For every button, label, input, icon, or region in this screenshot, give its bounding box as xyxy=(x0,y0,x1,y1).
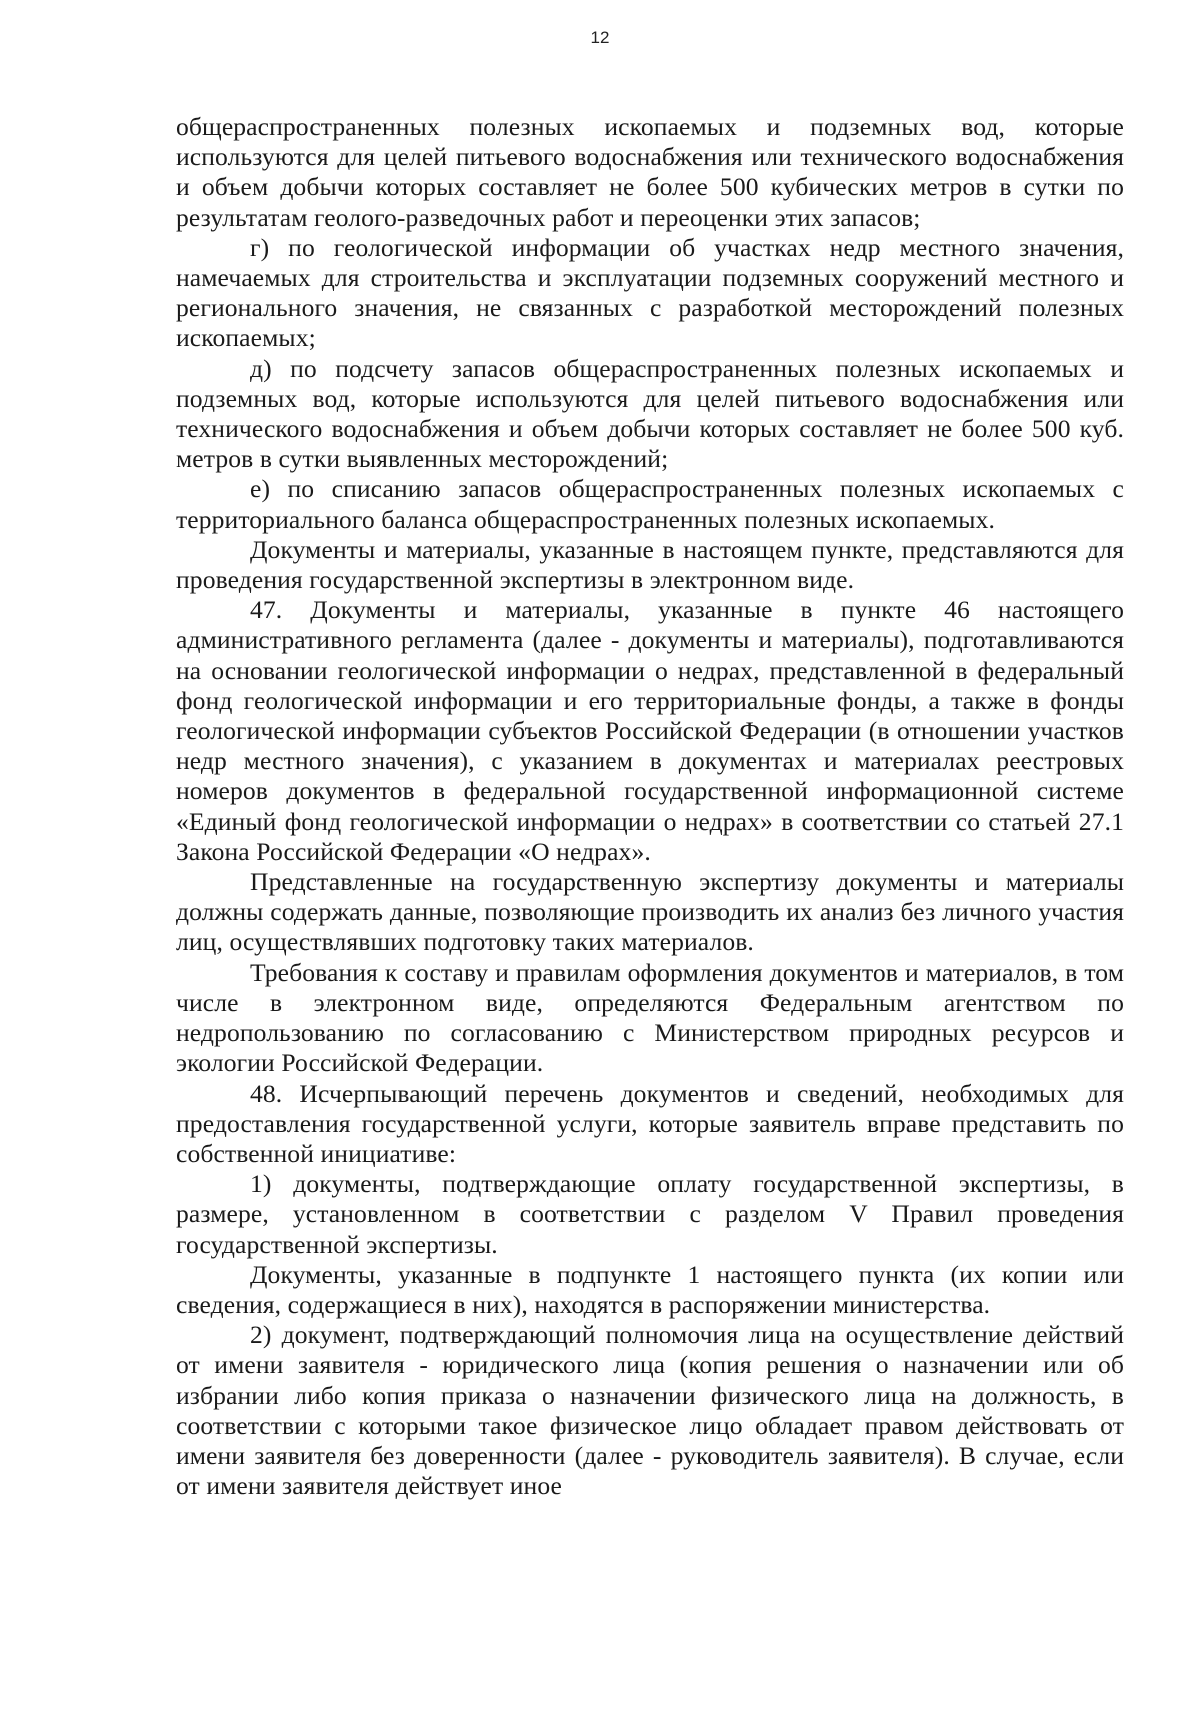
paragraph-item-g: г) по геологической информации об участках недр местного значения, намечаемых для строительства и эксплуатации подземных сооружений местного и регионального значения, не связанных с разработкой месторождений полезных ископаемых; xyxy=(176,232,1124,353)
document-body xyxy=(176,112,1124,1501)
paragraph-48: 48. Исчерпывающий перечень документов и сведений, необходимых для предоставления государственной услуги, которые заявитель вправе представить по собственной инициативе: xyxy=(176,1078,1124,1168)
paragraph-item-d: д) по подсчету запасов общераспространенных полезных ископаемых и подземных вод, которые используются для целей питьевого водоснабжения или технического водоснабжения и объем добычи которых составляет не более 500 куб. метров в сутки выявленных месторождений; xyxy=(176,353,1124,474)
paragraph-48-item-1-note: Документы, указанные в подпункте 1 настоящего пункта (их копии или сведения, содержащиеся в них), находятся в распоряжении министерства. xyxy=(176,1259,1124,1319)
paragraph-48-item-2: 2) документ, подтверждающий полномочия лица на осуществление действий от имени заявителя - юридического лица (копия решения о назначении или об избрании либо копия приказа о назначении физического лица на должность, в соответствии с которыми такое физическое лицо обладает правом действовать от имени заявителя без доверенности (далее - руководитель заявителя). В случае, если от имени заявителя действует иное xyxy=(176,1320,1124,1501)
paragraph-47: 47. Документы и материалы, указанные в пункте 46 настоящего административного регламента (далее - документы и материалы), подготавливаются на основании геологической информации о недрах, представленной в федеральный фонд геологической информации и его территориальные фонды, а также в фонды геологической информации субъектов Российской Федерации (в отношении участков недр местного значения), с указанием в документах и материалах реестровых номеров документов в федеральной государственной информационной системе «Единый фонд геологической информации о недрах» в соответствии со статьей 27.1 Закона Российской Федерации «О недрах». xyxy=(176,595,1124,866)
paragraph-continuation: общераспространенных полезных ископаемых и подземных вод, которые используются для целей питьевого водоснабжения или технического водоснабжения и объем добычи которых составляет не более 500 кубических метров в сутки по результатам геолого-разведочных работ и переоценки этих запасов; xyxy=(176,112,1124,232)
paragraph-48-item-1: 1) документы, подтверждающие оплату государственной экспертизы, в размере, установленном в соответствии с разделом V Правил проведения государственной экспертизы. xyxy=(176,1169,1124,1259)
paragraph-analysis-requirements: Представленные на государственную экспертизу документы и материалы должны содержать данные, позволяющие производить их анализ без личного участия лиц, осуществлявших подготовку таких материалов. xyxy=(176,867,1124,957)
page-number: 12 xyxy=(590,28,610,47)
paragraph-electronic-form: Документы и материалы, указанные в настоящем пункте, представляются для проведения государственной экспертизы в электронном виде. xyxy=(176,534,1124,595)
paragraph-item-e: е) по списанию запасов общераспространенных полезных ископаемых с территориального баланса общераспространенных полезных ископаемых. xyxy=(176,474,1124,534)
paragraph-format-requirements: Требования к составу и правилам оформления документов и материалов, в том числе в электронном виде, определяются Федеральным агентством по недропользованию по согласованию с Министерством природных ресурсов и экологии Российской Федерации. xyxy=(176,957,1124,1078)
